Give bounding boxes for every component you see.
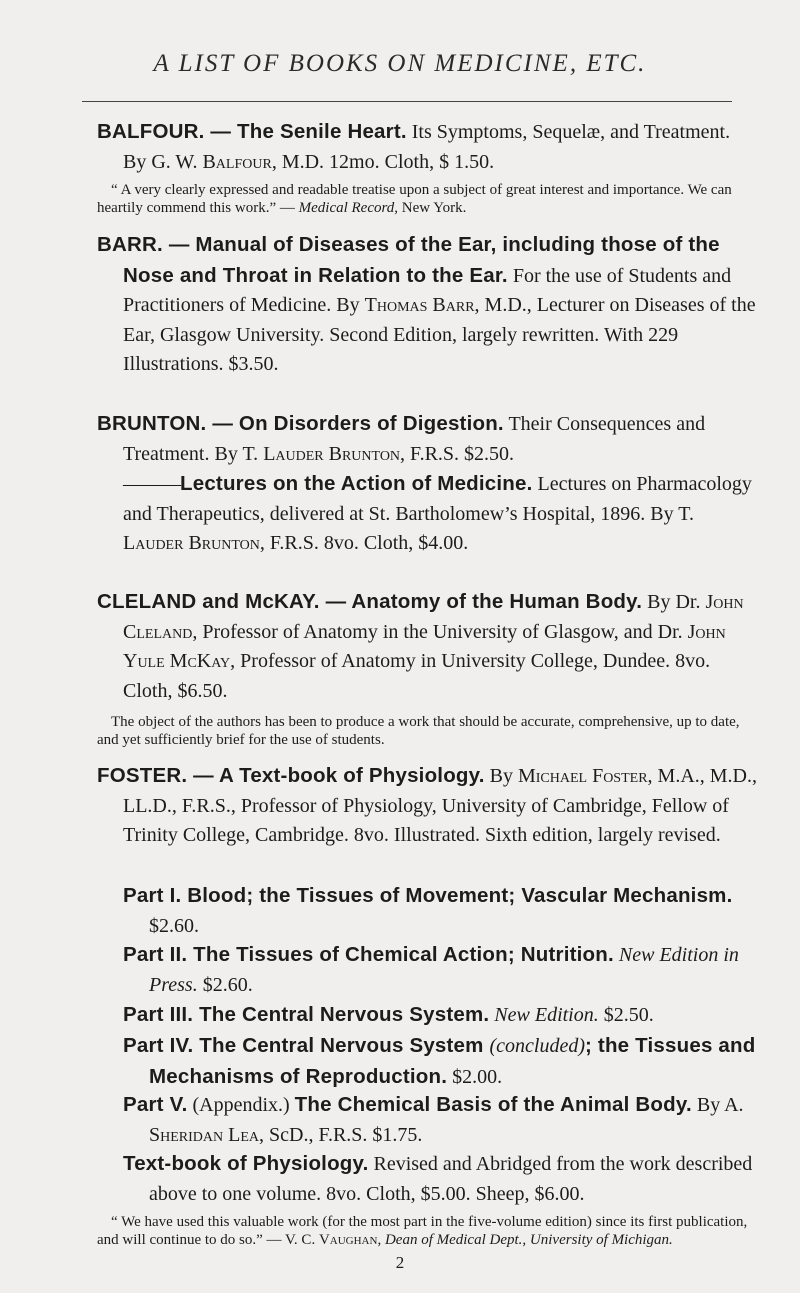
part-price: $2.60. bbox=[149, 914, 199, 937]
part-appendix: (Appendix.) bbox=[187, 1094, 295, 1116]
note-text: The object of the authors has been to produce a work that should be accurate, comprehensive, up to date, and yet sufficiently brief for the use of students. bbox=[97, 714, 740, 748]
author-small-caps: John Cleland bbox=[123, 591, 744, 643]
review-author: Vaughan bbox=[318, 1232, 378, 1248]
review-foster bbox=[97, 1213, 757, 1249]
part-by: By A. bbox=[691, 1094, 744, 1116]
entry-balfour bbox=[97, 117, 757, 177]
author-name: BRUNTON. bbox=[97, 412, 207, 435]
author-small-caps-2: John Yule McKay bbox=[123, 620, 726, 672]
book-price: , F.R.S. $2.50. bbox=[400, 442, 515, 465]
foster-part-5 bbox=[123, 1090, 783, 1150]
book-price: , M.D. 12mo. Cloth, $ 1.50. bbox=[271, 150, 495, 173]
review-text: “ We have used this valuable work (for the most part in the five-volume edition) since its first publication, and will continue to do so.” — V. C. bbox=[97, 1214, 748, 1248]
part-title: The Chemical Basis of the Animal Body. bbox=[294, 1093, 692, 1116]
review-source: Dean of Medical Dept., University of Michigan. bbox=[384, 1232, 673, 1248]
book-title: Text-book of Physiology. bbox=[123, 1152, 369, 1175]
book-details-3: , Professor of Anatomy in University College, Dundee. 8vo. Cloth, $6.50. bbox=[123, 650, 711, 702]
dash: — bbox=[162, 233, 196, 256]
book-title: The Senile Heart. bbox=[237, 120, 407, 143]
author-small-caps: Lauder Brunton bbox=[123, 532, 260, 554]
part-title: The Tissues of Chemical Action; Nutrition. bbox=[187, 943, 614, 966]
author-small-caps: Balfour bbox=[202, 150, 272, 173]
part-price: $2.50. bbox=[598, 1004, 654, 1026]
book-details: By Dr. bbox=[642, 591, 706, 613]
book-details-end: , M.D., Lecturer on Diseases of the Ear, Glasgow University. Second Edition, largely rewritten. With 229 Illustrations. $3.50. bbox=[123, 294, 756, 375]
part-label: Part V. bbox=[123, 1093, 188, 1116]
part-title: Blood; the Tissues of Movement; Vascular Mechanism. bbox=[181, 884, 733, 907]
part-title: The Central Nervous System bbox=[193, 1034, 490, 1057]
part-label: Part IV. bbox=[123, 1034, 194, 1057]
author-small-caps: Thomas Barr bbox=[364, 294, 475, 316]
entry-barr-text bbox=[97, 230, 757, 380]
part-note: New Edition in Press. bbox=[149, 944, 739, 996]
entry-brunton-text bbox=[97, 409, 757, 469]
header-rule bbox=[82, 101, 732, 102]
entry-foster-text bbox=[97, 761, 757, 851]
part-price: , ScD., F.R.S. $1.75. bbox=[259, 1123, 423, 1146]
review-source: Medical Record bbox=[298, 200, 395, 216]
book-details: For the use of Students and Practitioners of Medicine. By bbox=[123, 264, 732, 316]
part-title-2: ; the Tissues and Mechanisms of Reproduction. bbox=[149, 1034, 756, 1088]
author-name: CLELAND and McKAY. bbox=[97, 590, 320, 613]
book-title: On Disorders of Digestion. bbox=[238, 412, 504, 435]
foster-part-3 bbox=[123, 1000, 783, 1031]
entry-balfour-text bbox=[97, 117, 757, 177]
entry-cleland bbox=[97, 587, 757, 706]
dash: — bbox=[206, 412, 239, 435]
review-text: “ A very clearly expressed and readable treatise upon a subject of great interest and importance. We can heartily commend this work.” — bbox=[97, 182, 732, 216]
entry-brunton-lectures-text bbox=[97, 469, 757, 559]
review-balfour bbox=[97, 181, 757, 217]
dash: — bbox=[319, 590, 352, 613]
part-label: Part III. bbox=[123, 1003, 194, 1026]
page-number: 2 bbox=[395, 1253, 405, 1272]
book-details: By bbox=[484, 765, 518, 787]
book-title: Manual of Diseases of the Ear, including those of the Nose and Throat in Relation to the Ear. bbox=[123, 233, 720, 287]
entry-barr bbox=[97, 230, 757, 380]
author-small-caps: Michael Foster bbox=[517, 765, 648, 787]
comma: , bbox=[377, 1232, 385, 1248]
book-details: Its Symptoms, Sequelæ, and Treatment. By G. W. bbox=[123, 121, 731, 173]
book-details-end: , M.A., M.D., LL.D., F.R.S., Professor of Physiology, University of Cambridge, Fellow of Trinity College, Cambridge. 8vo. Illustrated. Sixth edition, largely revised. bbox=[123, 765, 757, 846]
foster-part-1 bbox=[123, 881, 783, 941]
note-cleland bbox=[97, 713, 757, 749]
entry-foster-textbook bbox=[123, 1149, 757, 1209]
part-note: New Edition. bbox=[489, 1004, 599, 1026]
author-name: BALFOUR. bbox=[97, 120, 205, 143]
part-price: $2.00. bbox=[447, 1065, 503, 1088]
author-name: FOSTER. bbox=[97, 764, 188, 787]
author-name: BARR. bbox=[97, 233, 163, 256]
book-title: Anatomy of the Human Body. bbox=[351, 590, 643, 613]
book-title: A Text-book of Physiology. bbox=[218, 764, 485, 787]
author-small-caps: Sheridan Lea bbox=[149, 1123, 259, 1146]
part-label: Part II. bbox=[123, 943, 188, 966]
entry-brunton bbox=[97, 409, 757, 469]
dash: — bbox=[187, 764, 219, 787]
part-price: $2.60. bbox=[197, 973, 253, 996]
dash: — bbox=[204, 120, 238, 143]
running-header: A LIST OF BOOKS ON MEDICINE, ETC. bbox=[153, 50, 647, 77]
author-small-caps: Lauder Brunton bbox=[263, 442, 401, 465]
entry-foster bbox=[97, 761, 757, 851]
review-place: , New York. bbox=[394, 200, 467, 216]
book-details: Revised and Abridged from the work described above to one volume. 8vo. Cloth, $5.00. Sheep, $6.00. bbox=[149, 1153, 753, 1205]
entry-foster-textbook-text bbox=[123, 1149, 757, 1209]
part-label: Part I. bbox=[123, 884, 182, 907]
foster-part-2 bbox=[123, 940, 783, 1000]
part-note: (concluded) bbox=[489, 1035, 585, 1057]
entry-cleland-text bbox=[97, 587, 757, 706]
part-title: The Central Nervous System. bbox=[193, 1003, 490, 1026]
book-details: Their Consequences and Treatment. By T. bbox=[123, 413, 706, 465]
entry-brunton-lectures bbox=[97, 469, 757, 559]
book-title: Lectures on the Action of Medicine. bbox=[180, 472, 533, 495]
book-details-2: , Professor of Anatomy in the University of Glasgow, and Dr. bbox=[192, 620, 688, 643]
ditto-dash: ——— bbox=[123, 473, 180, 495]
book-price: , F.R.S. 8vo. Cloth, $4.00. bbox=[259, 532, 469, 554]
foster-part-4 bbox=[123, 1031, 783, 1092]
book-details: Lectures on Pharmacology and Therapeutics, delivered at St. Bartholomew’s Hospital, 1896. By T. bbox=[123, 473, 752, 525]
